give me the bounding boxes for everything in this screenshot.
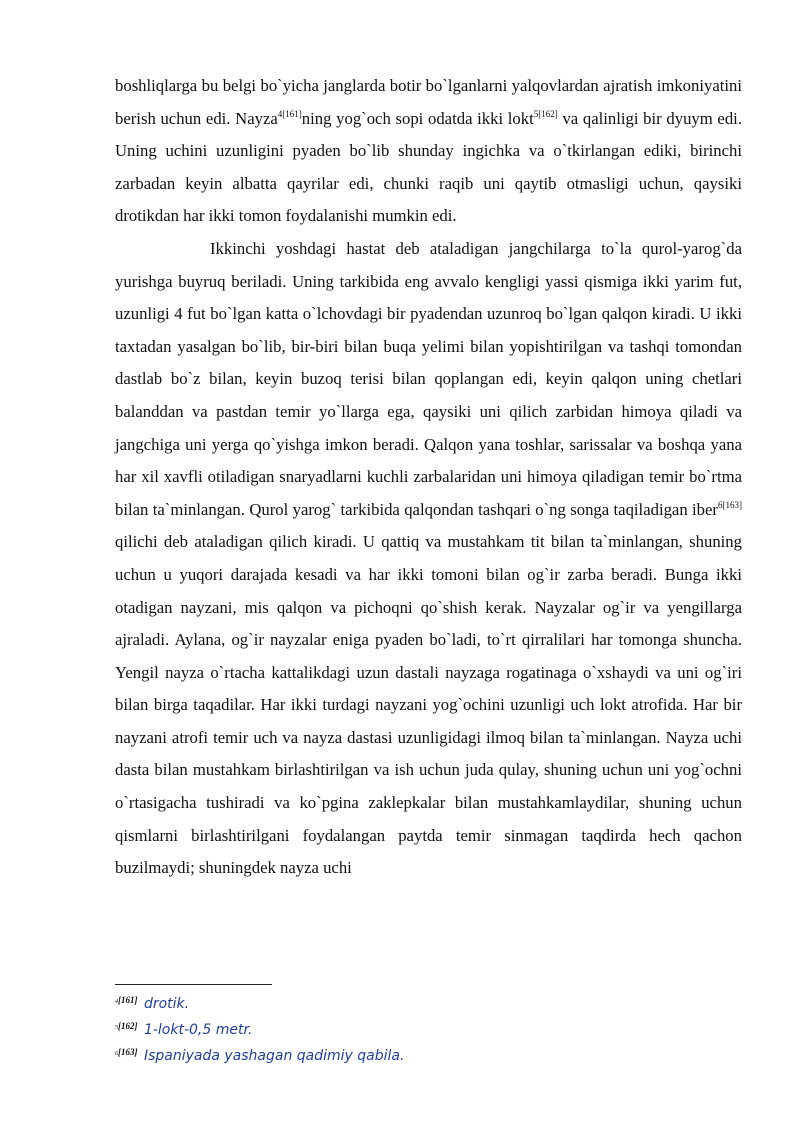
footnote-mark: 6[163] <box>115 1047 138 1057</box>
footnote-text: drotik. <box>143 996 190 1012</box>
footnote-163 <box>115 1041 742 1067</box>
footnote-text: 1-lokt-0,5 metr. <box>143 1022 253 1038</box>
footnote-separator <box>115 984 272 985</box>
footnote-text: Ispaniyada yashagan qadimiy qabila. <box>143 1048 405 1064</box>
paragraph-2: Ikkinchi yoshdagi hastat deb ataladigan jangchilarga to`la qurol-yarog`da yurishga buyruq beriladi. Uning tarkibida eng avvalo kengligi yassi qismiga ikki yarim fut, uzunligi 4 fut bo`lgan katta o`lchovdagi bir pyadendan uzunroq bo`lgan qalqon kiradi. U ikki taxtadan yasalgan bo`lib, bir-biri bilan buqa yelimi bilan yopishtirilgan va tashqi tomondan dastlab bo`z bilan, keyin buzoq terisi bilan qoplangan edi, keyin qalqon uning chetlari balanddan va pastdan temir yo`llarga ega, qaysiki uni qilich zarbidan himoya qiladi va jangchiga uni yerga qo`yishga imkon beradi. Qalqon yana toshlar, sarissalar va boshqa yana har xil xavfli otiladigan snaryadlarni kuchli zarbalaridan uni himoya qiladigan temir bo`rtma bilan ta`minlangan. Qurol yarog` tarkibida qalqondan tashqari o`ng songa taqiladigan iber$^{6[163]}$ qilichi deb ataladigan qilich kiradi. U qattiq va mustahkam tit bilan ta`minlangan, shuning uchun u yuqori darajada kesadi va har ikki tomoni bilan og`ir zarba beradi. Bunga ikki otadigan nayzani, mis qalqon va pichoqni qo`shish kerak. Nayzalar og`ir va yengillarga ajraladi. Aylana, og`ir nayzalar eniga pyaden bo`ladi, to`rt qirralilari har tomonga shuncha. Yengil nayza o`rtacha kattalikdagi uzun dastali nayzaga rogatinaga o`xshaydi va uni og`iri bilan birga taqadilar. Har ikki turdagi nayzani yog`ochini uzunligi uch lokt atrofida. Har bir nayzani atrofi temir uch va nayza dastasi uzunligidagi ilmoq bilan ta`minlangan. Nayza uchi dasta bilan mustahkam birlashtirilgan va ish uchun juda qulay, shuning uchun uni yog`ochni o`rtasigacha tushiradi va ko`pgina zaklepkalar bilan mustahkamlaydilar, shuning uchun qismlarni birlashtirilgani foydalangan paytda temir sinmagan taqdirda hech qachon buzilmaydi; shuningdek nayza uchi <box>115 238 742 878</box>
footnote-ref-161[interactable]: 4[161] <box>277 108 302 119</box>
footnotes <box>115 989 742 1067</box>
footnote-ref-163[interactable]: 6[163] <box>718 499 742 510</box>
main-text <box>115 70 742 885</box>
footnote-ref-162[interactable]: 5[162] <box>533 108 558 119</box>
footnote-161 <box>115 989 742 1015</box>
footnote-mark: 4[161] <box>115 995 138 1005</box>
paragraph-1: boshliqlarga bu belgi bo`yicha janglarda botir bo`lganlarni yalqovlardan ajratish imkoniyatini berish uchun edi. Nayza$^{4[161]}$ning yog`och sopi odatda ikki lokt$^{5[162]}$ va qalinligi bir dyuym edi. Uning uchini uzunligini pyaden bo`lib shunday ingichka va o`tkirlangan ediki, birinchi zarbadan keyin albatta qayrilar edi, chunki raqib uni qaytib otmasligi uchun, qaysiki drotikdan har ikki tomon foydalanishi mumkin edi. <box>115 76 742 226</box>
footnote-162 <box>115 1015 742 1041</box>
footnote-mark: 5[162] <box>115 1021 138 1031</box>
